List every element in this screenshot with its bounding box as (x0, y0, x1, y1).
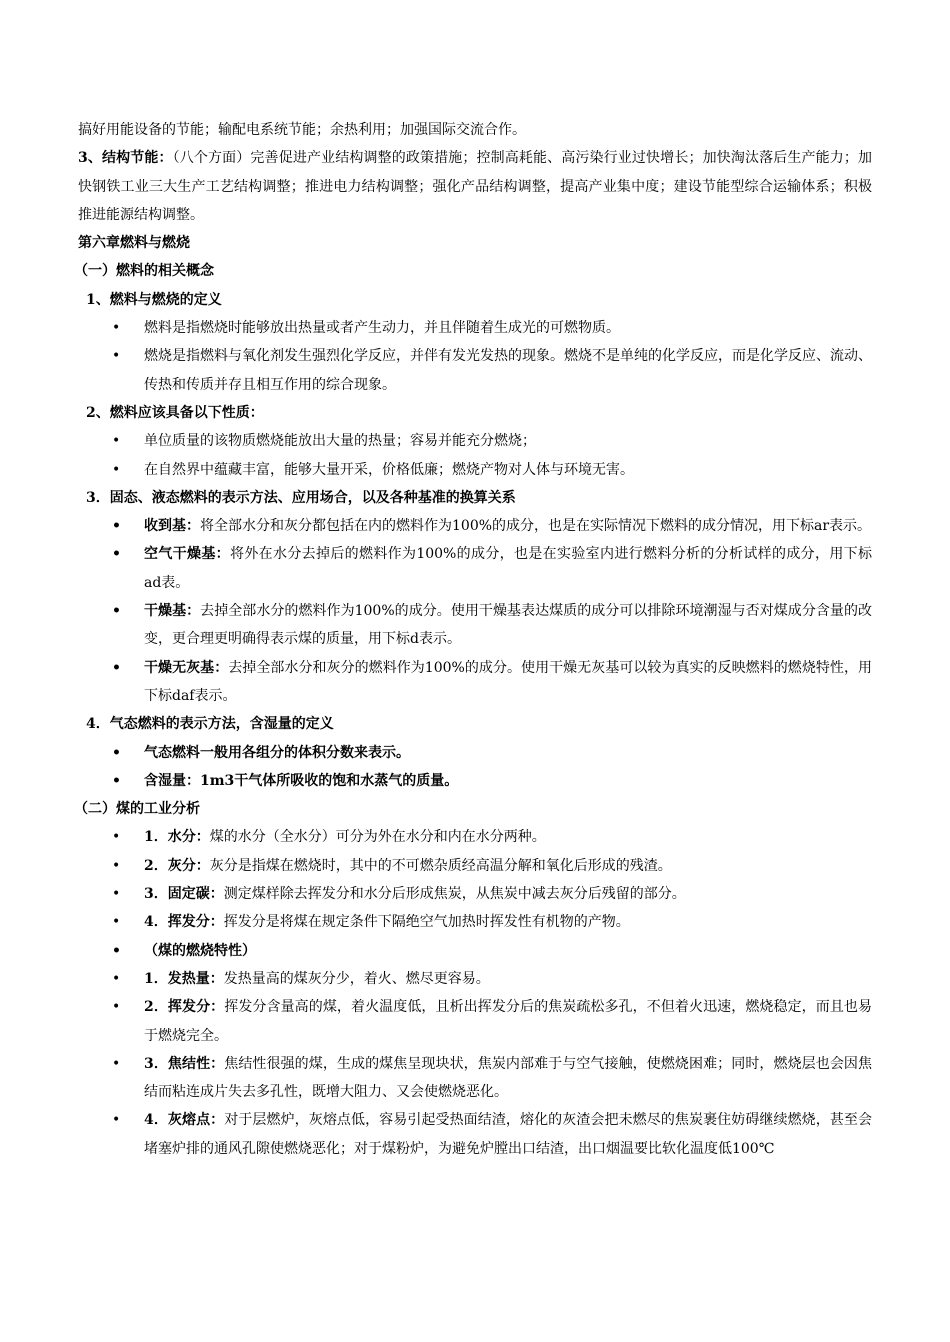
bullet-icon: • (112, 433, 121, 450)
document-page (74, 116, 873, 1163)
section1-list (78, 314, 872, 399)
list-item: • 3．焦结性：焦结性很强的煤，生成的煤焦呈现块状，焦炭内部难于与空气接触，使燃烧困难；同时，燃烧层也会因焦结而粘连成片失去多孔性，既增大阻力、又会使燃烧恶化。 (78, 1050, 872, 1107)
structure-label: 3、结构节能： (78, 150, 173, 167)
bullet-icon: • (112, 546, 121, 563)
list-item: • 含湿量：1m3干气体所吸收的饱和水蒸气的质量。 (78, 767, 872, 795)
list-item: • 4．挥发分：挥发分是将煤在规定条件下隔绝空气加热时挥发性有机物的产物。 (78, 908, 872, 936)
part1-title: （一）燃料的相关概念 (74, 263, 214, 280)
list-item: • 空气干燥基：将外在水分去掉后的燃料作为100%的成分，也是在实验室内进行燃料分析的分析试样的成分，用下标ad表。 (78, 540, 872, 597)
bullet-icon: • (112, 1112, 121, 1129)
list-item: • 燃烧是指燃料与氧化剂发生强烈化学反应，并伴有发光发热的现象。燃烧不是单纯的化学反应，而是化学反应、流动、传热和传质并存且相互作用的综合现象。 (78, 342, 872, 399)
bullet-icon: • (112, 857, 121, 874)
section4-list (78, 739, 872, 796)
list-item: • 4．灰熔点：对于层燃炉，灰熔点低，容易引起受热面结渣，熔化的灰渣会把未燃尽的焦炭裹住妨碍继续燃烧，甚至会堵塞炉排的通风孔隙使燃烧恶化；对于煤粉炉，为避免炉膛出口结渣，出口烟温要比软化温度低100℃ (78, 1106, 872, 1163)
term-label: 空气干燥基： (144, 546, 230, 563)
section2-title: 2、燃料应该具备以下性质： (86, 404, 264, 421)
list-item: • 燃料是指燃烧时能够放出热量或者产生动力，并且伴随着生成光的可燃物质。 (78, 314, 872, 342)
intro-line: 搞好用能设备的节能；输配电系统节能；余热利用；加强国际交流合作。 (78, 122, 526, 138)
term-label: 干燥无灰基： (144, 659, 229, 676)
bullet-icon: • (112, 744, 121, 761)
list-item: • 2．挥发分：挥发分含量高的煤，着火温度低，且析出挥发分后的焦炭疏松多孔，不但着火迅速，燃烧稳定，而且也易于燃烧完全。 (78, 993, 872, 1050)
bullet-icon: • (112, 970, 121, 987)
list-item: • 干燥基：去掉全部水分的燃料作为100%的成分。使用干燥基表达煤质的成分可以排除环境潮湿与否对煤成分含量的改变，更合理更明确得表示煤的质量，用下标d表示。 (78, 597, 872, 654)
structure-paragraph (78, 144, 872, 229)
bullet-icon: • (112, 518, 121, 535)
section3-list (78, 512, 872, 710)
bullet-icon: • (112, 886, 121, 903)
term-label: 4．挥发分： (144, 914, 224, 931)
list-item: • 气态燃料一般用各组分的体积分数来表示。 (78, 739, 872, 767)
section2-list (78, 427, 872, 484)
list-item: • 1．发热量：发热量高的煤灰分少，着火、燃尽更容易。 (78, 965, 872, 993)
combustion-title: （煤的燃烧特性） (144, 942, 256, 959)
bullet-icon: • (112, 603, 121, 620)
list-item: • 3．固定碳：测定煤样除去挥发分和水分后形成焦炭，从焦炭中减去灰分后残留的部分。 (78, 880, 872, 908)
list-item: • 1．水分：煤的水分（全水分）可分为外在水分和内在水分两种。 (78, 823, 872, 851)
term-label: 3．固定碳： (144, 886, 224, 903)
term-label: 1．水分： (144, 829, 210, 846)
chapter-title: 第六章燃料与燃烧 (78, 235, 190, 252)
section1-title: 1、燃料与燃烧的定义 (86, 291, 222, 308)
part2-title: （二）煤的工业分析 (74, 801, 200, 818)
industrial-analysis-list (78, 823, 872, 1163)
bullet-icon: • (112, 1055, 121, 1072)
bullet-icon: • (112, 914, 121, 931)
section3-title: 3．固态、液态燃料的表示方法、应用场合，以及各种基准的换算关系 (86, 489, 516, 506)
term-label: 2．挥发分： (144, 999, 225, 1016)
bullet-icon: • (112, 772, 121, 789)
bullet-icon: • (112, 999, 121, 1016)
list-item: • 在自然界中蕴藏丰富，能够大量开采，价格低廉；燃烧产物对人体与环境无害。 (78, 456, 872, 484)
term-label: 2．灰分： (144, 857, 210, 874)
term-label: 收到基： (144, 518, 200, 535)
list-item: • 单位质量的该物质燃烧能放出大量的热量；容易并能充分燃烧； (78, 427, 872, 455)
term-label: 4．灰熔点： (144, 1112, 225, 1129)
structure-text: （八个方面）完善促进产业结构调整的政策措施；控制高耗能、高污染行业过快增长；加快淘汰落后生产能力；加快钢铁工业三大生产工艺结构调整；推进电力结构调整；强化产品结构调整，提高产业集中度；建设节能型综合运输体系；积极推进能源结构调整。 (78, 150, 872, 223)
bullet-icon: • (112, 348, 121, 365)
bullet-icon: • (112, 320, 121, 337)
list-item (78, 937, 872, 965)
section4-title: 4．气态燃料的表示方法，含湿量的定义 (86, 716, 334, 733)
term-label: 3．焦结性： (144, 1055, 225, 1072)
bullet-icon: • (112, 659, 121, 676)
bullet-icon: • (112, 942, 121, 959)
term-label: 干燥基： (144, 603, 201, 620)
list-item: • 收到基：将全部水分和灰分都包括在内的燃料作为100%的成分，也是在实际情况下燃料的成分情况，用下标ar表示。 (78, 512, 872, 540)
bullet-icon: • (112, 829, 121, 846)
term-label: 1．发热量： (144, 970, 224, 987)
list-item: • 2．灰分：灰分是指煤在燃烧时，其中的不可燃杂质经高温分解和氧化后形成的残渣。 (78, 852, 872, 880)
bullet-icon: • (112, 461, 121, 478)
list-item: • 干燥无灰基：去掉全部水分和灰分的燃料作为100%的成分。使用干燥无灰基可以较为真实的反映燃料的燃烧特性，用下标daf表示。 (78, 654, 872, 711)
